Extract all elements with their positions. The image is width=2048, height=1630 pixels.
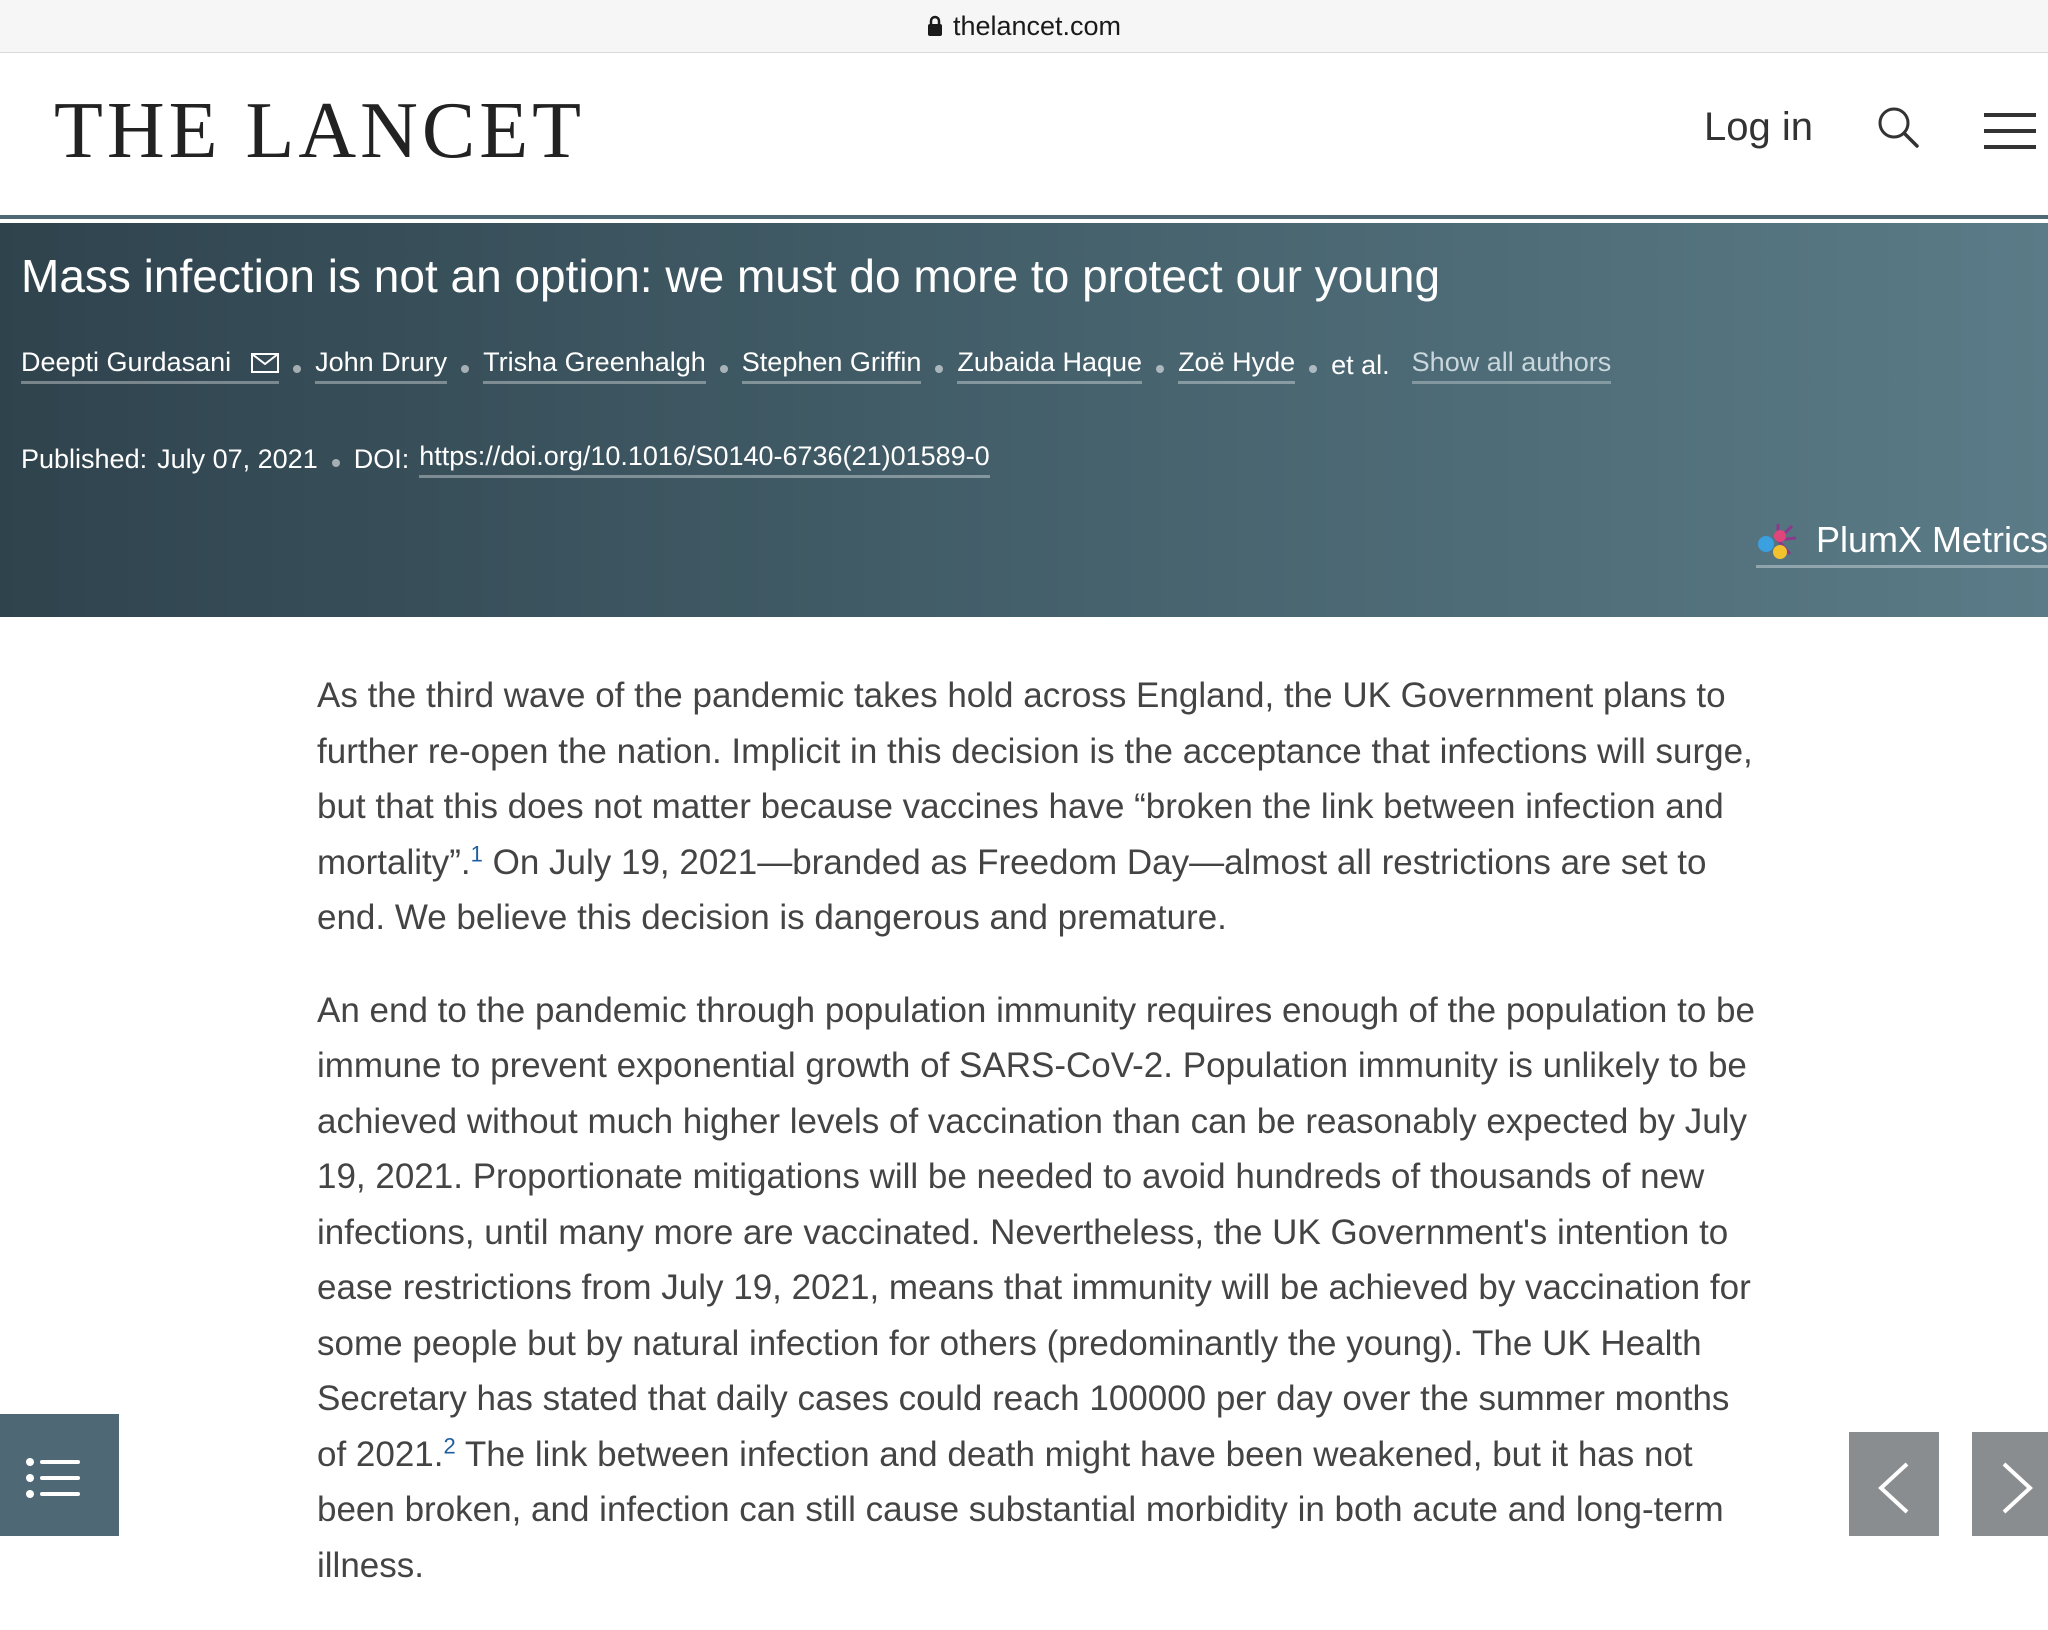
author-link[interactable]: Zubaida Haque (957, 347, 1142, 384)
plumx-label: PlumX Metrics (1816, 519, 2048, 560)
browser-address-bar[interactable] (0, 0, 2048, 53)
mail-icon[interactable] (251, 353, 279, 373)
published-label: Published: (21, 444, 148, 474)
paragraph-text: An end to the pandemic through population immunity requires enough of the population to be immune to prevent exponential growth of SARS-CoV-2. Population immunity is unlikely to be achieved without much higher levels of vaccination than can be reasonably expected by July 19, 2021. Proportionate mitigations will be needed to avoid hundreds of thousands of new infections, until many more are vaccinated. Nevertheless, the UK Government's intention to ease restrictions from July 19, 2021, means that immunity will be achieved by vaccination for some people but by natural infection for others (predominantly the young). The UK Health Secretary has stated that daily cases could reach 100000 per day over the summer months of 2021. (317, 990, 1755, 1474)
show-all-authors-link[interactable]: Show all authors (1412, 347, 1612, 384)
reference-link[interactable]: 2 (443, 1432, 456, 1458)
hamburger-menu-icon[interactable] (1984, 111, 2036, 151)
et-al-text: et al. (1331, 350, 1390, 380)
author-link[interactable]: Trisha Greenhalgh (483, 347, 706, 384)
author-link[interactable]: Zoë Hyde (1178, 347, 1295, 384)
login-link[interactable]: Log in (1704, 105, 1813, 149)
paragraph (317, 668, 1767, 946)
publication-meta (21, 441, 990, 478)
lock-icon (927, 15, 943, 37)
next-article-button[interactable] (1972, 1432, 2048, 1536)
chevron-left-icon (1871, 1460, 1917, 1516)
separator-dot (1309, 365, 1317, 373)
author-link[interactable]: John Drury (315, 347, 447, 384)
separator-dot (461, 365, 469, 373)
chevron-right-icon (1994, 1460, 2040, 1516)
plumx-icon (1756, 518, 1800, 562)
article-header-banner (0, 223, 2048, 617)
paragraph-text: On July 19, 2021—branded as Freedom Day—almost all restrictions are set to end. We believe this decision is dangerous and premature. (317, 842, 1707, 937)
doi-label: DOI: (353, 444, 410, 474)
site-header (0, 53, 2048, 219)
separator-dot (293, 365, 301, 373)
table-of-contents-button[interactable] (0, 1414, 119, 1536)
author-link[interactable] (21, 347, 279, 384)
author-link[interactable]: Stephen Griffin (742, 347, 922, 384)
article-title: Mass infection is not an option: we must do more to protect our young (21, 250, 1441, 302)
separator-dot (1156, 365, 1164, 373)
paragraph (317, 983, 1767, 1594)
search-icon[interactable] (1876, 105, 1920, 149)
lancet-logo[interactable]: THE LANCET (54, 87, 586, 175)
separator-dot (935, 365, 943, 373)
url-text: thelancet.com (952, 10, 1122, 41)
paragraph-text: As the third wave of the pandemic takes hold across England, the UK Government plans to further re-open the nation. Implicit in this decision is the acceptance that infections will surge, but that this does not matter because vaccines have “broken the link between infection and mortality”. (317, 676, 1753, 882)
previous-article-button[interactable] (1849, 1432, 1939, 1536)
reference-link[interactable]: 1 (470, 840, 483, 866)
article-body (317, 668, 1767, 1630)
separator-dot (720, 365, 728, 373)
published-date: July 07, 2021 (157, 444, 318, 474)
author-name: Deepti Gurdasani (21, 347, 232, 377)
author-list (21, 347, 1611, 384)
plumx-metrics-button[interactable] (1756, 515, 2048, 568)
doi-link[interactable]: https://doi.org/10.1016/S0140-6736(21)01589-0 (419, 441, 989, 478)
list-icon (26, 1458, 80, 1498)
paragraph-text: The link between infection and death might have been weakened, but it has not been broken, and infection can still cause substantial morbidity in both acute and long-term illness. (317, 1434, 1724, 1585)
separator-dot (332, 459, 340, 467)
